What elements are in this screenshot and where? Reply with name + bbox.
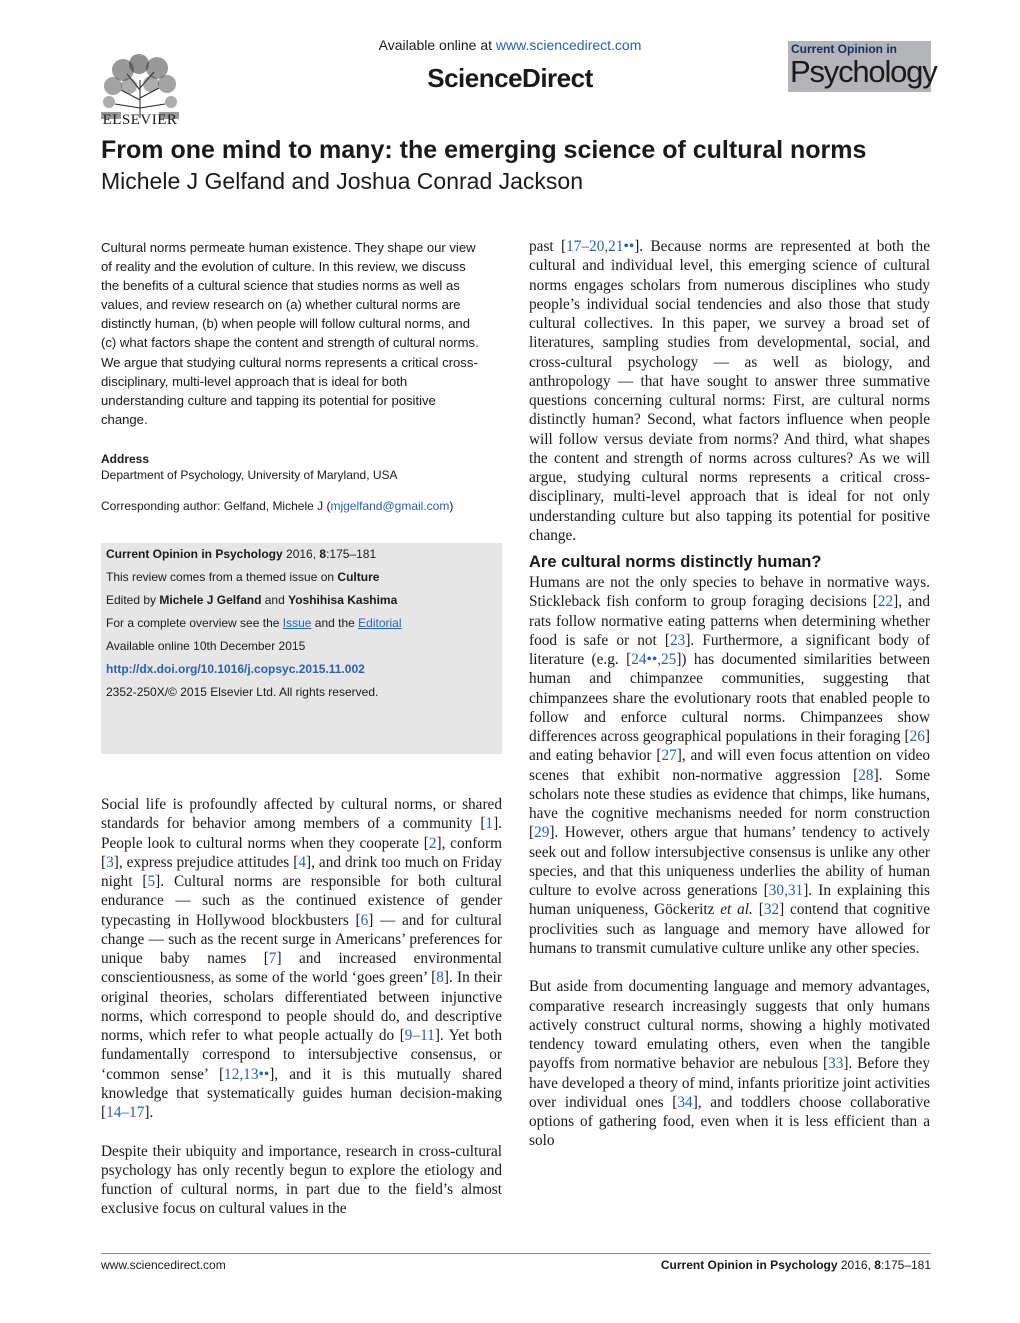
citation-link[interactable]: 7 <box>268 950 277 967</box>
citation-link[interactable]: 26 <box>909 728 925 745</box>
abstract: Cultural norms permeate human existence. They shape our view of reality and the evolution of culture. In this review, we discuss the benefits of a cultural science that studies norms as well as values, and review research on (a) whether cultural norms are distinctly human, (b) when people will follow cultural norms, and (c) what factors shape the content and strength of cultural norms. We argue that studying cultural norms represents a critical cross-disciplinary, multi-level approach that is ideal for both understanding culture and tapping its potential for positive change. <box>101 240 479 427</box>
info-pages: :175–181 <box>326 547 377 561</box>
citation-link[interactable]: 9–11 <box>404 1027 435 1044</box>
section-heading: Are cultural norms distinctly human? <box>529 553 822 571</box>
doi-link[interactable]: http://dx.doi.org/10.1016/j.copsyc.2015.11.002 <box>106 662 365 676</box>
info-edited-and: and <box>261 593 289 607</box>
email-link[interactable]: mjgelfand@gmail.com <box>330 499 450 513</box>
article-authors: Michele J Gelfand and Joshua Conrad Jackson <box>101 168 584 194</box>
footer-site: www.sciencedirect.com <box>101 1258 226 1272</box>
article-info-box <box>101 543 502 754</box>
citation-link[interactable]: 27 <box>661 747 677 765</box>
citation-link[interactable]: 5 <box>147 873 156 890</box>
info-edited-prefix: Edited by <box>106 593 160 607</box>
footer-pages: :175–181 <box>880 1258 931 1272</box>
editorial-link[interactable]: Editorial <box>358 616 402 630</box>
info-volume: 8 <box>319 547 327 561</box>
footer-divider <box>101 1253 931 1254</box>
italic-text: et al. <box>720 901 753 919</box>
info-copyright: 2352-250X/© 2015 Elsevier Ltd. All rights reserved. <box>106 685 379 699</box>
citation-link[interactable]: 32 <box>763 901 780 919</box>
body-paragraph: Social life is profoundly affected by cultural norms, or shared standards for behavior among members of a community [1]. People look to cultural norms when they cooperate [2], conform [3], express prejudice attitudes [4], and drink too much on Friday night [5]. Cultural norms are responsible for both cultural endurance — such as the continued existence of gender typecasting in Hollywood blockbusters [6] — and for cultural change — such as the recent surge in Americans’ preferences for unique baby names [7] and increased environmental conscientiousness, as some of the world ‘goes green’ [8]. In their original theories, scholars differentiated between injunctive norms, which correspond to people should do, and descriptive norms, which refer to what people actually do [9–11]. Yet both fundamentally correspond to intersubjective consensus, or ‘common sense’ [12,13••], and it is this mutually shared knowledge that systematically guides human decision-making [14–17]. <box>101 796 502 1121</box>
body-paragraph: Humans are not the only species to behave in normative ways. Stickleback fish conform to group foraging decisions [22], and rats follow normative eating patterns when determining whether food is safe or not [23]. Furthermore, a significant body of literature (e.g. [24••,25]) has documented similarities between human and chimpanzee communities, suggesting that chimpanzees share the evolutionary roots that enabled people to follow and enforce cultural norms. Chimpanzees show differences across geographical populations in their foraging [26] and eating behavior [27], and will even focus attention on video scenes that exhibit non-normative aggression [28]. Some scholars note these studies as evidence that chimps, like humans, have the cognitive mechanisms needed for norm construction [29]. However, others argue that humans’ tendency to actively seek out and follow intersubjective consensus is unlike any other species, and that this uniqueness underlies the ability of human culture to evolve across generations [30,31]. In explaining this human uniqueness, Göckeritz et al. [32] contend that cognitive proclivities such as language and memory have allowed for humans to transmit cumulative culture unlike any other species. <box>529 574 931 957</box>
address-label: Address <box>101 452 150 466</box>
article-title: From one mind to many: the emerging science of cultural norms <box>101 136 867 164</box>
info-overview-line <box>106 616 402 630</box>
info-editors-line <box>106 593 397 607</box>
journal-badge-title: Psychology <box>790 54 937 89</box>
available-online-line <box>300 37 720 53</box>
journal-badge-subtitle: Current Opinion in <box>791 42 897 56</box>
citation-link[interactable]: 1 <box>485 815 494 833</box>
info-overview-and: and the <box>311 616 359 630</box>
body-left-column <box>101 795 502 1219</box>
info-editor-2: Yoshihisa Kashima <box>288 593 398 607</box>
body-right-column <box>529 237 930 1151</box>
citation-link[interactable]: 12,13•• <box>224 1065 270 1083</box>
citation-link[interactable]: 22 <box>877 593 894 611</box>
citation-link[interactable]: 29 <box>534 824 550 842</box>
body-paragraph: But aside from documenting language and memory advantages, comparative research increasingly suggests that only humans actively construct cultural norms, showing a highly motivated tendency toward emulating others, even when the tangible payoffs from normative behavior are nebulous [33]. Before they have developed a theory of mind, infants prioritize joint activities over individual ones [34], and toddlers choose collaborative options of gathering food, even when it is less efficient than a solo <box>529 978 931 1150</box>
sciencedirect-brand: ScienceDirect <box>427 63 593 93</box>
body-paragraph: past [17–20,21••]. Because norms are represented at both the cultural and individual level, this emerging science of cultural norms engages scholars from numerous disciplines who study people’s individual social tendencies and also those that study cultural collectives. In this paper, we survey a broad set of literatures, sampling studies from developmental, social, and cross-cultural psychology — as well as biology, and anthropology — that have sought to answer three summative questions concerning cultural norms: First, are cultural norms distinctly human? Second, what factors influence when people will follow versus deviate from norms? And third, what shapes the content and strength of norms across cultures? As we will argue, studying cultural norms represents a critical cross-disciplinary, multi-level approach that is ideal for not only understanding culture but also tapping its potential for positive change. <box>529 238 930 544</box>
available-prefix: Available online at <box>378 37 496 53</box>
citation-link[interactable]: 24••,25 <box>631 651 677 668</box>
address-text: Department of Psychology, University of Maryland, USA <box>101 468 398 482</box>
citation-link[interactable]: 28 <box>858 766 874 784</box>
citation-link[interactable]: 34 <box>677 1093 693 1111</box>
sciencedirect-link[interactable]: www.sciencedirect.com <box>495 37 642 53</box>
footer-citation <box>560 1258 931 1272</box>
citation-link[interactable]: 8 <box>436 969 444 987</box>
citation-link[interactable]: 17–20,21•• <box>566 238 635 255</box>
citation-link[interactable]: 30,31 <box>768 882 804 899</box>
corresponding-prefix: Corresponding author: Gelfand, Michele J ( <box>101 499 331 513</box>
footer-volume: 8 <box>874 1258 881 1272</box>
citation-link[interactable]: 3 <box>106 853 114 871</box>
publisher-wordmark: ELSEVIER <box>102 112 178 128</box>
footer-year: 2016, <box>837 1258 875 1272</box>
citation-link[interactable]: 23 <box>670 631 686 649</box>
citation-link[interactable]: 4 <box>298 853 306 871</box>
info-theme-prefix: This review comes from a themed issue on <box>106 570 338 584</box>
citation-link[interactable]: 2 <box>428 834 437 852</box>
info-available-online: Available online 10th December 2015 <box>106 639 306 653</box>
corresponding-suffix: ) <box>449 499 454 513</box>
journal-badge <box>788 41 937 92</box>
corresponding-author <box>101 499 453 513</box>
citation-link[interactable]: 33 <box>828 1055 844 1073</box>
info-journal-line <box>106 547 376 561</box>
info-theme-line <box>106 570 379 584</box>
info-theme: Culture <box>337 570 380 584</box>
citation-link[interactable]: 14–17 <box>106 1104 145 1121</box>
citation-link[interactable]: 6 <box>360 911 369 929</box>
issue-link[interactable]: Issue <box>282 616 312 630</box>
info-journal: Current Opinion in Psychology <box>106 547 283 561</box>
body-paragraph: Despite their ubiquity and importance, research in cross-cultural psychology has only recently begun to explore the etiology and function of cultural norms, in part due to the field’s almost exclusive focus on cultural values in the <box>101 1142 502 1218</box>
info-overview-prefix: For a complete overview see the <box>106 616 283 630</box>
footer-journal: Current Opinion in Psychology <box>660 1258 838 1272</box>
info-editor-1: Michele J Gelfand <box>159 593 262 607</box>
info-year: 2016, <box>282 547 320 561</box>
